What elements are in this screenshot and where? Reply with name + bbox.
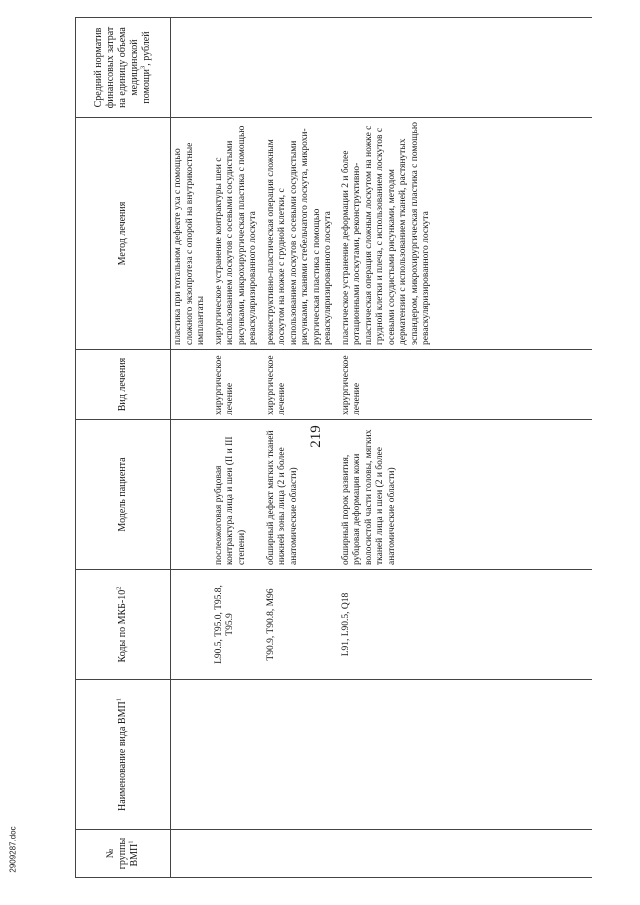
filler-cell [436,570,592,680]
cell-vmp-name [211,680,263,830]
table-row [211,18,263,878]
header-icd-codes-text: Коды по МКБ-10 [117,589,128,663]
cell-average-cost [171,18,211,118]
header-average-cost-sup: 3 [139,65,147,70]
header-group-number-text: № группы ВМП [105,837,140,870]
filler-cell [436,830,592,878]
header-vmp-name-sup: 1 [115,698,123,702]
footer-doc-name: 2909287.doc [8,826,18,873]
table-header-row [76,18,171,878]
cell-treatment-type: хирургическое лечение [263,350,338,420]
cell-treatment-method: пластика при тотальном дефекте уха с помощью сложного экзопротеза с опорой на внутрикостные имплантаты [171,118,211,350]
header-vmp-name-text: Наименование вида ВМП [117,701,128,811]
filler-cell [436,118,592,350]
cell-vmp-name [171,680,211,830]
cell-treatment-type: хирургическое лечение [211,350,263,420]
header-vmp-name [76,680,171,830]
cell-group-number [263,830,338,878]
cell-icd-codes [171,570,211,680]
cell-average-cost [211,18,263,118]
header-average-cost-text: Средний норматив финансовых затрат на единицу объема медицинской помощи [93,26,152,109]
filler-cell [436,680,592,830]
cell-patient-model: обширный дефект мягких тканей нижней зоны лица (2 и более анатомические области) [263,420,338,570]
filler-cell [436,420,592,570]
cell-average-cost [338,18,436,118]
table-row [263,18,338,878]
cell-group-number [338,830,436,878]
page-number: 219 [307,425,324,448]
cell-icd-codes: L91, L90.5, Q18 [338,570,436,680]
cell-icd-codes: T90.9, T90.8, M96 [263,570,338,680]
header-group-number [76,830,171,878]
cell-patient-model: обширный порок развития, рубцовая деформация кожи волосистой части головы, мягких тканей лица и шеи (2 и более анатомические области) [338,420,436,570]
cell-icd-codes: L90.5, T95.0, T95.8, T95.9 [211,570,263,680]
cell-vmp-name [338,680,436,830]
header-patient-model: Модель пациента [76,420,171,570]
vmp-table [75,17,592,878]
header-average-cost [76,18,171,118]
cell-group-number [171,830,211,878]
header-icd-codes [76,570,171,680]
header-treatment-method: Метод лечения [76,118,171,350]
cell-treatment-method: пластическое устранение деформации 2 и более ротационными лоскутами, реконструктивно-пластическая операция сложным лоскутом на ножке с грудной клетки и плеча, с использованием лоскутов с осевыми сосудистыми рисунками, методом дерматензии с использованием тканей, растянутых эспандером, микрохирургическая пластика с помощью реваскуляризированного лоскута [338,118,436,350]
table-row [171,18,211,878]
cell-group-number [211,830,263,878]
cell-patient-model: послеожоговая рубцовая контрактура лица и шеи (II и III степени) [211,420,263,570]
cell-vmp-name [263,680,338,830]
cell-average-cost [263,18,338,118]
cell-treatment-method: реконструктивно-пластическая операция сложным лоскутом на ножке с грудной клетки, с использованием лоскутов с осевыми сосудистыми рисунками, тканями стебельчатого лоскута, микрохи-рургическая пластика с помощью реваскуляризированного лоскута [263,118,338,350]
header-treatment-type: Вид лечения [76,350,171,420]
table-row-filler [436,18,592,878]
filler-cell [436,350,592,420]
filler-cell [436,18,592,118]
table-row [338,18,436,878]
rotated-page [75,18,640,878]
header-average-cost-tail: , рублей [141,31,152,66]
header-icd-codes-sup: 2 [115,586,123,590]
header-group-number-sup: 1 [127,840,135,844]
cell-patient-model [171,420,211,570]
cell-treatment-method: хирургическое устранение контрактуры шеи с использованием лоскутов с осевыми сосудистыми рисунками, микрохирургическая пластика с помощью реваскуляризированного лоскута [211,118,263,350]
cell-treatment-type [171,350,211,420]
cell-treatment-type: хирургическое лечение [338,350,436,420]
